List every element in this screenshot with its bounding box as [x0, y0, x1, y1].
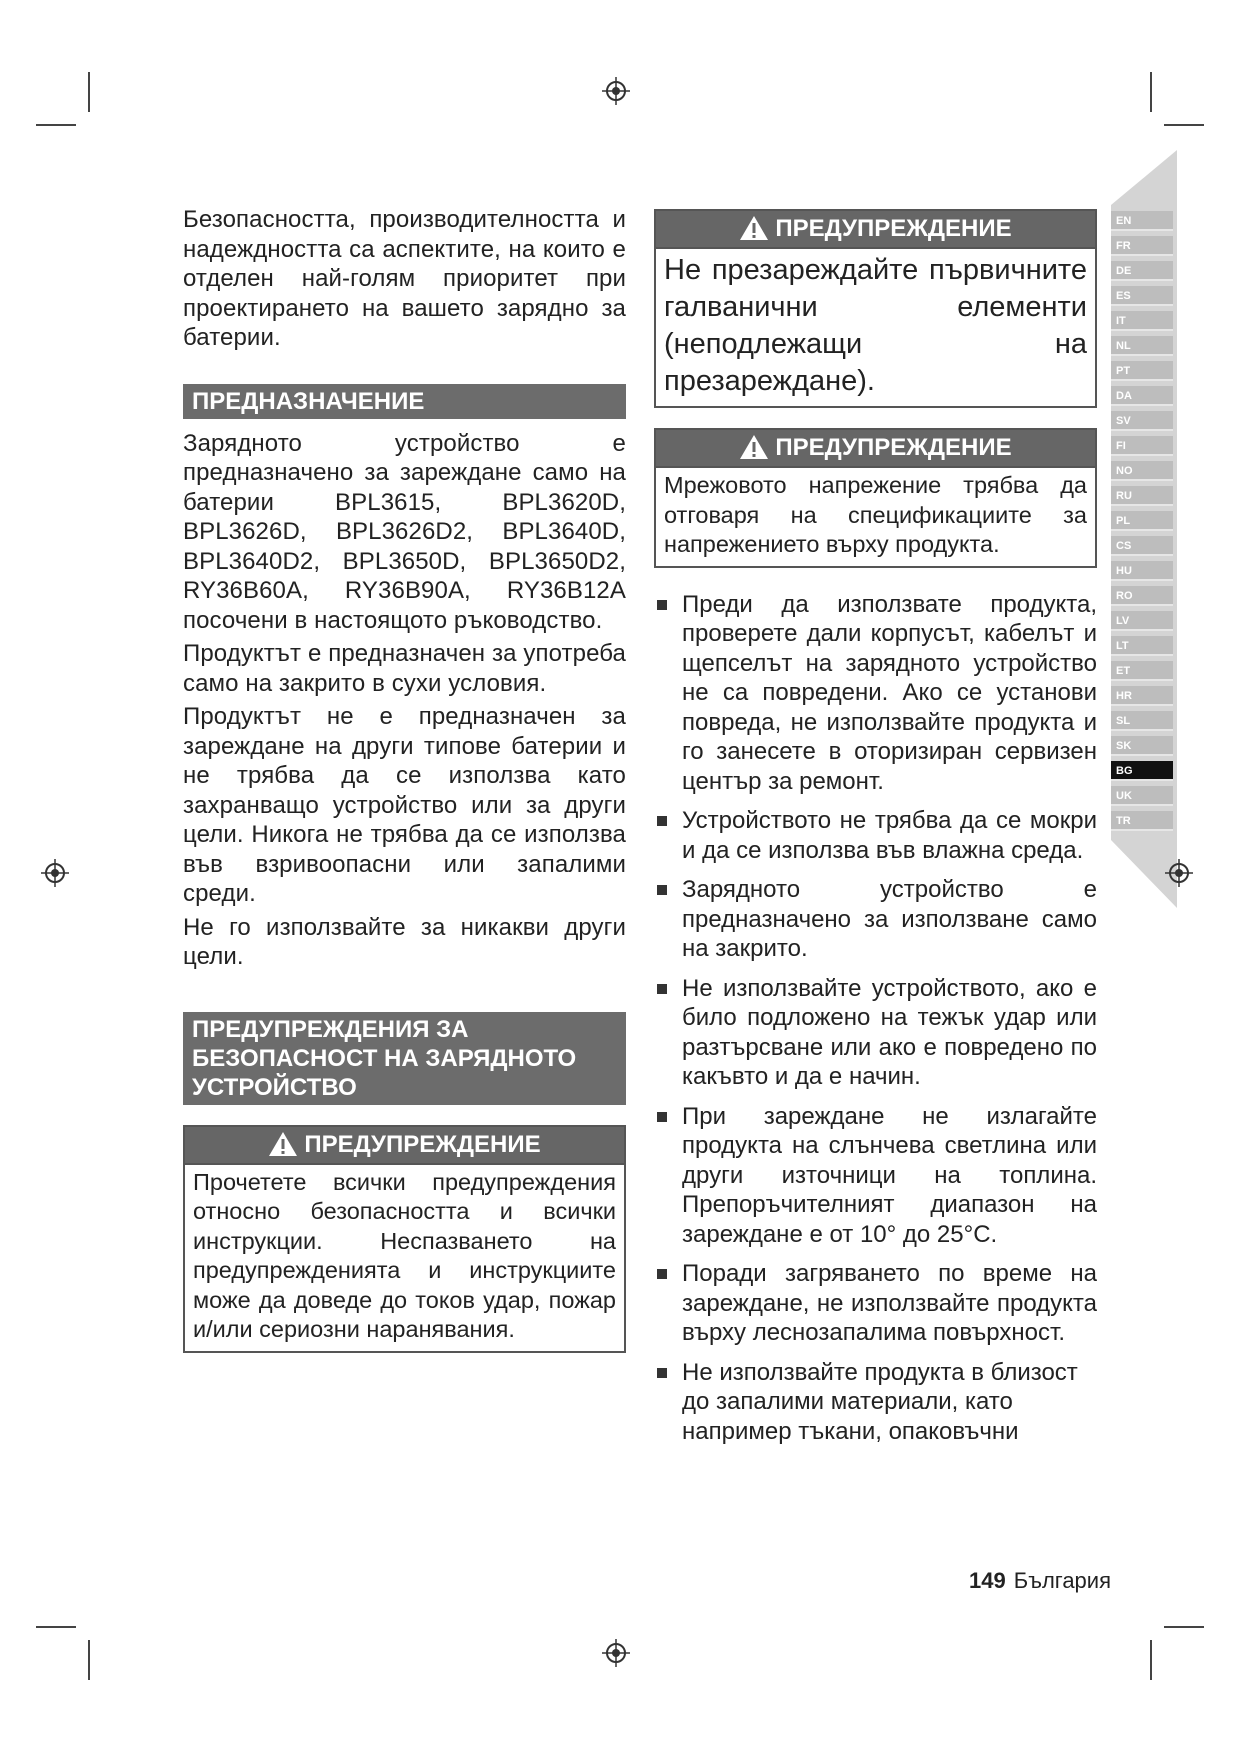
bullet-square-icon — [657, 1112, 667, 1122]
bullet-square-icon — [657, 1269, 667, 1279]
warning-title: ПРЕДУПРЕЖДЕНИЕ — [775, 215, 1012, 242]
right-column — [654, 205, 1097, 1456]
list-item: Устройството не трябва да се мокри и да се използва във влажна среда. — [654, 806, 1097, 865]
language-tab-lt[interactable]: LT — [1111, 636, 1173, 656]
purpose-paragraph: Зарядното устройство е предназначено за зареждане само на батерии BPL3615, BPL3620D, BPL3626D, BPL3626D2, BPL3640D, BPL3640D2, BPL3650D, BPL3650D2, RY36B60A, RY36B90A, RY36B12A посочени в настоящото ръководство. — [183, 429, 626, 634]
crop-mark — [1150, 1640, 1152, 1680]
bullet-square-icon — [657, 1368, 667, 1378]
language-tab-pl[interactable]: PL — [1111, 511, 1173, 531]
language-tab-bg[interactable]: BG — [1111, 761, 1173, 781]
language-tab-da[interactable]: DA — [1111, 386, 1173, 406]
warning-box — [654, 428, 1097, 568]
warning-triangle-icon — [739, 215, 769, 241]
warning-text: Мрежовото напрежение трябва да отговаря на спецификациите за напрежението върху продукта. — [664, 472, 1087, 557]
crop-mark — [36, 124, 76, 126]
language-tab-es[interactable]: ES — [1111, 286, 1173, 306]
language-tab-sv[interactable]: SV — [1111, 411, 1173, 431]
registration-mark-icon — [1164, 858, 1194, 888]
warning-triangle-icon — [739, 434, 769, 460]
purpose-heading: ПРЕДНАЗНАЧЕНИЕ — [183, 384, 626, 419]
warning-text: Не презареждайте първичните галванични елементи (неподлежащи на презареждане). — [664, 254, 1087, 397]
language-tab-pt[interactable]: PT — [1111, 361, 1173, 381]
warning-text: Прочетете всички предупреждения относно безопасността и всички инструкции. Неспазването на предупрежденията и инструкциите може да доведе до токов удар, пожар и/или сериозни наранявания. — [193, 1168, 616, 1342]
bullet-square-icon — [657, 984, 667, 994]
list-item: Поради загряването по време на зареждане, не използвайте продукта върху леснозапалима повърхност. — [654, 1259, 1097, 1348]
registration-mark-icon — [40, 858, 70, 888]
language-tab-fr[interactable]: FR — [1111, 236, 1173, 256]
language-tab-fi[interactable]: FI — [1111, 436, 1173, 456]
list-item: Преди да използвате продукта, проверете дали корпусът, кабелът и щепселът на зарядното устройство не са повредени. Ако се установи повреда, не използвайте продукта и го занесете в оторизиран сервизен център за ремонт. — [654, 590, 1097, 797]
page-number: 149 — [969, 1568, 1006, 1593]
language-tab-hu[interactable]: HU — [1111, 561, 1173, 581]
warning-title: ПРЕДУПРЕЖДЕНИЕ — [304, 1130, 541, 1158]
page-footer — [969, 1568, 1111, 1594]
language-tab-en[interactable]: EN — [1111, 211, 1173, 231]
language-tab-ro[interactable]: RO — [1111, 586, 1173, 606]
language-tab-de[interactable]: DE — [1111, 261, 1173, 281]
purpose-section — [183, 429, 626, 972]
language-tab-tr[interactable]: TR — [1111, 811, 1173, 831]
crop-mark — [1164, 1626, 1204, 1628]
left-column — [183, 205, 626, 1353]
warning-title: ПРЕДУПРЕЖДЕНИЕ — [775, 434, 1012, 461]
warning-box — [183, 1125, 626, 1353]
language-tab-nl[interactable]: NL — [1111, 336, 1173, 356]
warning-triangle-icon — [268, 1131, 298, 1157]
safety-bullet-list — [654, 590, 1097, 1447]
crop-mark — [36, 1626, 76, 1628]
language-tab-lv[interactable]: LV — [1111, 611, 1173, 631]
language-tab-uk[interactable]: UK — [1111, 786, 1173, 806]
language-tab-no[interactable]: NO — [1111, 461, 1173, 481]
purpose-paragraph: Продуктът не е предназначен за зареждане на други типове батерии и не трябва да се използва като захранващо устройство или за други цели. Никога не трябва да се използва във взривоопасни или запалими среди. — [183, 703, 626, 907]
language-tab-it[interactable]: IT — [1111, 311, 1173, 331]
bullet-square-icon — [657, 600, 667, 610]
safety-heading: ПРЕДУПРЕЖДЕНИЯ ЗА БЕЗОПАСНОСТ НА ЗАРЯДНОТО УСТРОЙСТВО — [183, 1012, 626, 1105]
language-tab-ru[interactable]: RU — [1111, 486, 1173, 506]
crop-mark — [1150, 72, 1152, 112]
language-tab-sk[interactable]: SK — [1111, 736, 1173, 756]
list-item: Зарядното устройство е предназначено за използване само на закрито. — [654, 875, 1097, 964]
purpose-paragraph: Не го използвайте за никакви други цели. — [183, 913, 626, 970]
country-name: България — [1013, 1568, 1111, 1593]
bullet-square-icon — [657, 816, 667, 826]
crop-mark — [88, 72, 90, 112]
list-item: Не използвайте устройството, ако е било подложено на тежък удар или разтърсване или ако е повредено по какъвто и да е начин. — [654, 974, 1097, 1092]
crop-mark — [88, 1640, 90, 1680]
warning-header — [185, 1127, 624, 1165]
warning-header — [656, 430, 1095, 468]
registration-mark-icon — [601, 1638, 631, 1668]
intro-paragraph: Безопасността, производителността и надеждността са аспектите, на които е отделен най-голям приоритет при проектирането на вашето зарядно за батерии. — [183, 206, 626, 351]
registration-mark-icon — [601, 76, 631, 106]
purpose-paragraph: Продуктът е предназначен за употреба само на закрито в сухи условия. — [183, 640, 626, 697]
language-tab-sl[interactable]: SL — [1111, 711, 1173, 731]
bullet-square-icon — [657, 885, 667, 895]
warning-header — [656, 211, 1095, 249]
language-tab-hr[interactable]: HR — [1111, 686, 1173, 706]
crop-mark — [1164, 124, 1204, 126]
warning-box — [654, 209, 1097, 408]
list-item: Не използвайте продукта в близост до запалими материали, като например тъкани, опаковъчни — [654, 1358, 1097, 1447]
language-tab-et[interactable]: ET — [1111, 661, 1173, 681]
language-tab-cs[interactable]: CS — [1111, 536, 1173, 556]
list-item: При зареждане не излагайте продукта на слънчева светлина или други източници на топлина. Препоръчителният диапазон на зареждане е от 10° до 25°C. — [654, 1102, 1097, 1250]
